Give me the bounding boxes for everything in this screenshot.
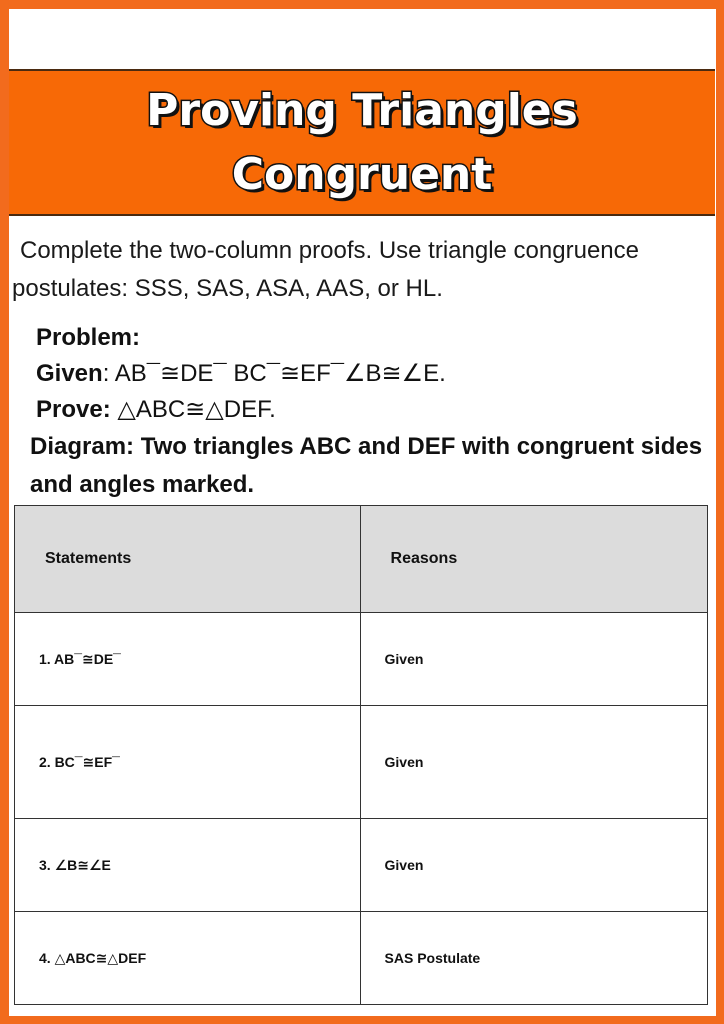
given-text: : AB¯≅DE¯ BC¯≅EF¯∠B≅∠E. [102, 360, 446, 387]
prove-text: △ABC≅△DEF. [110, 396, 276, 423]
reason-cell: Given [360, 819, 707, 912]
statement-cell: 3. ∠B≅∠E [15, 819, 361, 912]
statement-cell: 2. BC¯≅EF¯ [15, 706, 361, 819]
prove-label: Prove: [36, 396, 111, 423]
statement-cell: 1. AB¯≅DE¯ [15, 613, 361, 706]
page-title: Proving Triangles Congruent [146, 84, 578, 200]
reason-cell: Given [360, 613, 707, 706]
table-row [15, 912, 708, 1005]
proof-table [14, 505, 708, 1005]
problem-heading: Problem: [36, 324, 141, 351]
reason-cell: Given [360, 706, 707, 819]
reasons-header: Reasons [360, 506, 707, 613]
statement-cell: 4. △ABC≅△DEF [15, 912, 361, 1005]
statements-header: Statements [15, 506, 361, 613]
given-label: Given [36, 360, 103, 387]
table-row [15, 706, 708, 819]
table-row [15, 819, 708, 912]
diagram-description: Diagram: Two triangles ABC and DEF with congruent sides and angles marked. [30, 433, 703, 498]
table-header-row [15, 506, 708, 613]
problem-heading-row [36, 320, 706, 356]
given-row [36, 356, 706, 392]
prove-row [36, 392, 706, 428]
instructions: Complete the two-column proofs. Use triangle congruence postulates: SSS, SAS, ASA, AAS, or HL. [12, 237, 639, 302]
table-row [15, 613, 708, 706]
reason-cell: SAS Postulate [360, 912, 707, 1005]
title-banner [9, 69, 715, 216]
problem-block [36, 320, 706, 428]
